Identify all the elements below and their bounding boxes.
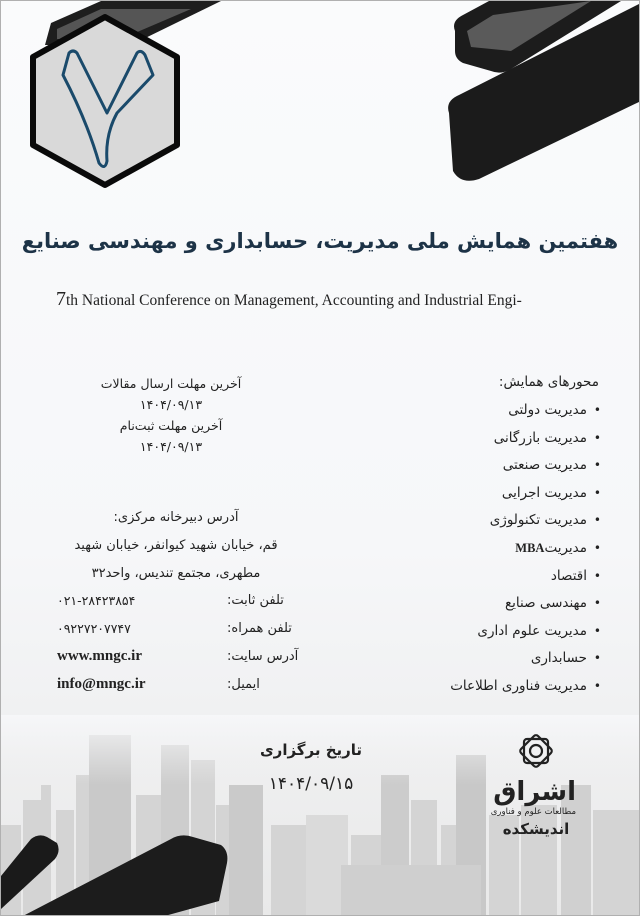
topic-item: • مدیریت تکنولوژی xyxy=(381,507,601,535)
mobile-label: تلفن همراه: xyxy=(227,620,292,636)
contact-mobile-row xyxy=(57,614,307,642)
topics-heading: محورهای همایش: xyxy=(498,374,599,390)
topic-item: • اقتصاد xyxy=(381,563,601,591)
mobile-value: ۰۹۲۲۷۲۰۷۷۴۷ xyxy=(57,620,131,636)
submission-deadline-label: آخرین مهلت ارسال مقالات xyxy=(100,376,242,391)
bullet-icon: • xyxy=(593,430,601,445)
bullet-icon: • xyxy=(593,513,601,528)
topic-item: • مدیریت دولتی xyxy=(381,397,601,425)
topic-item: • مدیریت فناوری اطلاعات xyxy=(381,673,601,701)
deadlines-block xyxy=(61,373,281,457)
website-label: آدرس سایت: xyxy=(227,648,299,664)
website-link[interactable]: www.mngc.ir xyxy=(57,647,142,664)
conference-title-persian: هفتمین همایش ملی مدیریت، حسابداری و مهندسی صنایع xyxy=(21,229,619,253)
organizer-name-secondary: اندیشکده xyxy=(502,820,570,838)
topic-item: • حسابداری xyxy=(381,645,601,673)
decorative-bars-top-right xyxy=(441,1,640,181)
topic-item: • مدیریت اجرایی xyxy=(381,480,601,508)
email-label: ایمیل: xyxy=(227,676,260,692)
bullet-icon: • xyxy=(593,596,601,611)
contact-info xyxy=(57,586,307,698)
edition-number: 7 xyxy=(56,288,66,310)
eight-pointed-star-icon xyxy=(514,729,558,773)
topic-item: • مهندسی صنایع xyxy=(381,590,601,618)
submission-deadline-date: ۱۴۰۴/۰۹/۱۳ xyxy=(139,397,203,412)
registration-deadline-label: آخرین مهلت ثبت‌نام xyxy=(119,418,223,433)
mba-suffix: MBA xyxy=(515,540,545,555)
contact-email-row xyxy=(57,670,307,698)
conference-title-english xyxy=(56,288,616,311)
conference-topics xyxy=(381,371,601,701)
organizer-name: اشراق xyxy=(493,777,576,807)
bullet-icon: • xyxy=(593,540,601,555)
address-heading: آدرس دبیرخانه مرکزی: xyxy=(113,510,239,525)
organizer-logo xyxy=(490,729,576,849)
topic-item: • مدیریت صنعتی xyxy=(381,452,601,480)
topics-list xyxy=(381,397,601,701)
event-date-block xyxy=(221,736,401,804)
bullet-icon: • xyxy=(593,458,601,473)
secretariat-address xyxy=(41,504,311,588)
bullet-icon: • xyxy=(593,651,601,666)
topic-item: • مدیریتMBA xyxy=(381,535,601,563)
contact-website-row xyxy=(57,642,307,670)
bullet-icon: • xyxy=(593,623,601,638)
bullet-icon: • xyxy=(593,485,601,500)
topic-item: • مدیریت علوم اداری xyxy=(381,618,601,646)
bullet-icon: • xyxy=(593,403,601,417)
organizer-subtitle: مطالعات علوم و فناوری xyxy=(490,807,576,817)
registration-deadline-date: ۱۴۰۴/۰۹/۱۳ xyxy=(139,439,203,454)
phone-label: تلفن ثابت: xyxy=(227,592,284,608)
decorative-bars-bottom-left xyxy=(1,831,241,916)
event-date-label: تاریخ برگزاری xyxy=(259,741,363,759)
bullet-icon: • xyxy=(593,568,601,583)
event-date-value: ۱۴۰۴/۰۹/۱۵ xyxy=(268,774,354,794)
topic-item: • مدیریت بازرگانی xyxy=(381,425,601,453)
address-line-1: قم، خیابان شهید کیوانفر، خیابان شهید xyxy=(74,538,278,553)
edition-7-hexagon-logo xyxy=(25,13,185,189)
email-link[interactable]: info@mngc.ir xyxy=(57,675,146,692)
title-english-text: th National Conference on Management, Accounting and Industrial Engi- xyxy=(66,292,522,309)
bullet-icon: • xyxy=(593,678,601,693)
address-line-2: مطهری، مجتمع تندیس، واحد۳۲ xyxy=(91,566,261,581)
phone-value: ۰۲۱-۲۸۴۲۳۸۵۴ xyxy=(57,592,136,608)
contact-phone-row xyxy=(57,586,307,614)
